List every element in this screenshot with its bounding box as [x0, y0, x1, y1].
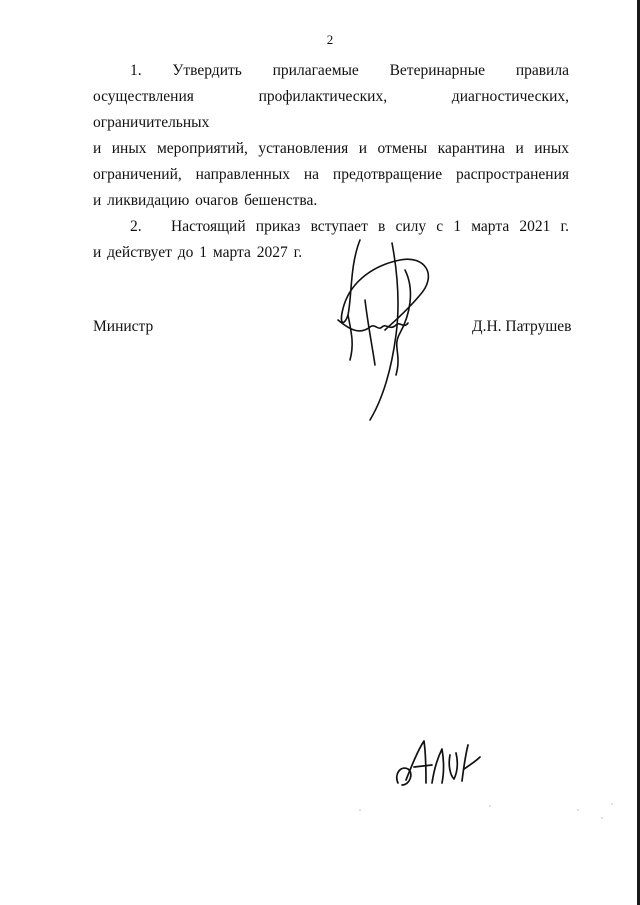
- paragraph-1-first-line: [93, 58, 569, 84]
- handwritten-signature: [330, 235, 440, 425]
- paragraph-1-word: Утвердить: [172, 62, 242, 79]
- paragraph-1-number: 1.: [130, 62, 142, 79]
- paragraph-2-first-text: Настоящий приказ вступает в силу с 1 марта 2021 г.: [171, 218, 569, 235]
- paragraph-1-word: Ветеринарные: [389, 62, 486, 79]
- paragraph-1-word: правила: [515, 62, 569, 79]
- page-number: 2: [326, 32, 334, 47]
- signatory-position: Министр: [93, 318, 154, 335]
- handwritten-initials: [392, 735, 482, 790]
- signatory-name: Д.Н. Патрушев: [472, 318, 572, 335]
- scan-noise: [340, 800, 630, 830]
- paragraph-1-line: ограничений, направленных на предотвращение распространения: [93, 166, 569, 183]
- paragraph-2-number: 2.: [130, 218, 142, 235]
- paragraph-1: [93, 58, 569, 214]
- paragraph-1-last-line: и ликвидацию очагов бешенства.: [93, 192, 318, 209]
- paragraph-1-line: и иных мероприятий, установления и отмены карантина и иных: [93, 140, 569, 157]
- paragraph-1-line: осуществления профилактических, диагностических, ограничительных: [93, 88, 569, 131]
- paragraph-1-word: прилагаемые: [272, 62, 359, 79]
- paragraph-2-last-line: и действует до 1 марта 2027 г.: [93, 244, 303, 261]
